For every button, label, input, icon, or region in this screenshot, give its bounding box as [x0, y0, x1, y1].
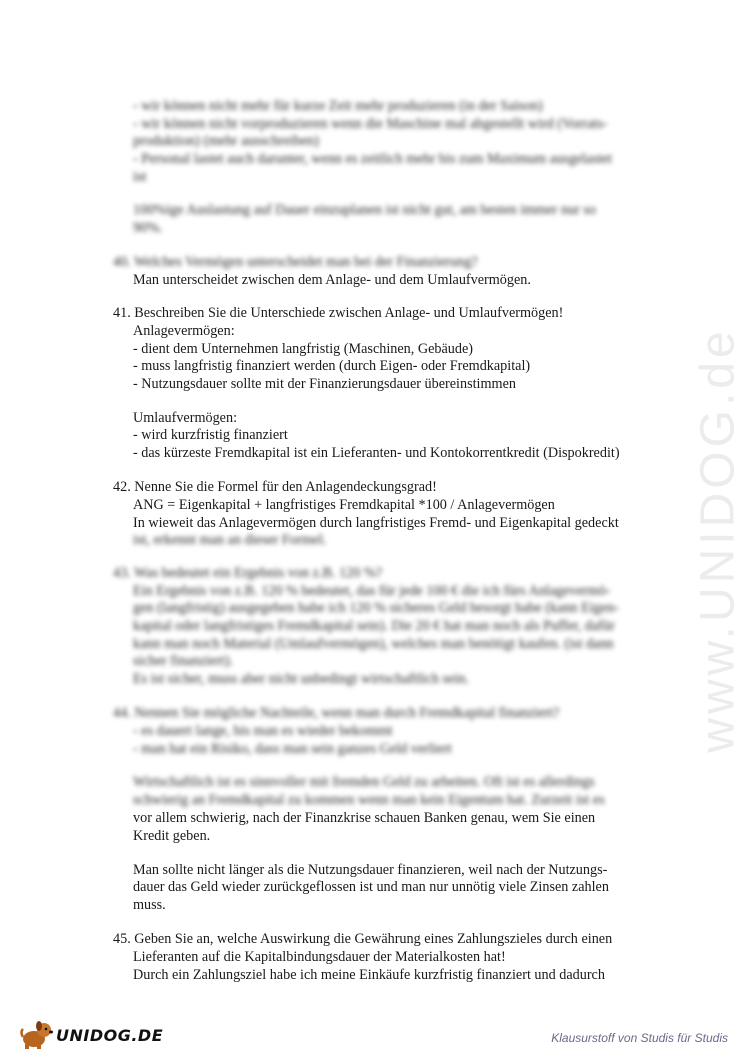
text-line: sicher finanziert). — [133, 653, 234, 669]
text-line: vor allem schwierig, nach der Finanzkrise schauen Banken genau, wem Sie einen — [133, 810, 596, 826]
text-line: - Personal lastet auch darunter, wenn es zeitlich mehr bis zum Maximum ausgelastet — [133, 151, 612, 167]
text-line: Es ist sicher, muss aber nicht unbedingt wirtschaftlich sein. — [133, 671, 469, 687]
text-line: ist, erkennt man an dieser Formel. — [133, 532, 327, 548]
text-line: - Nutzungsdauer sollte mit der Finanzierungsdauer übereinstimmen — [133, 376, 516, 392]
text-line: - wir können nicht mehr für kurze Zeit mehr produzieren (in der Saison) — [133, 98, 543, 114]
logo-text: UNIDOG.DE — [56, 1025, 164, 1045]
text-line: produktion) (mehr ausschreiben) — [133, 133, 319, 149]
text-line: kapital oder langfristiges Fremdkapital sein). Die 20 € hat man noch als Puffer, dafür — [133, 618, 615, 634]
watermark: www.UNIDOG.de — [691, 327, 745, 753]
text-line: - das kürzeste Fremdkapital ist ein Lieferanten- und Kontokorrentkredit (Dispokredit) — [133, 445, 620, 461]
text-line: muss. — [133, 897, 166, 913]
text-line: Durch ein Zahlungsziel habe ich meine Einkäufe kurzfristig finanziert und dadurch — [133, 967, 605, 983]
text-line: - muss langfristig finanziert werden (durch Eigen- oder Fremdkapital) — [133, 358, 531, 374]
text-line: - es dauert lange, bis man es wieder bekommt — [133, 723, 393, 739]
text-line: 45. Geben Sie an, welche Auswirkung die Gewährung eines Zahlungszieles durch einen — [113, 931, 613, 947]
text-line: 90%. — [133, 220, 163, 236]
text-line: - dient dem Unternehmen langfristig (Maschinen, Gebäude) — [133, 341, 473, 357]
text-line: gen (langfristig) ausgegeben habe ich 120 % sicheres Geld besorgt habe (kann Eigen- — [133, 600, 619, 616]
unidog-logo — [20, 1020, 163, 1050]
text-line: 44. Nennen Sie mögliche Nachteile, wenn man durch Fremdkapital finanziert? — [113, 705, 560, 721]
text-line: Ein Ergebnis von z.B. 120 % bedeutet, das für jede 100 € die ich fürs Anlagevermö- — [133, 583, 611, 599]
text-line: schwierig an Fremdkapital zu kommen wenn man kein Eigentum hat. Zurzeit ist es — [133, 792, 605, 808]
text-line: - wird kurzfristig finanziert — [133, 427, 288, 443]
text-line: In wieweit das Anlagevermögen durch langfristiges Fremd- und Eigenkapital gedeckt — [133, 515, 619, 531]
text-line: Umlaufvermögen: — [133, 410, 238, 426]
text-line: Wirtschaftlich ist es sinnvoller mit fremden Geld zu arbeiten. Oft ist es allerdings — [133, 774, 595, 790]
text-line: ist — [133, 169, 147, 185]
text-line: kann man noch Material (Umlaufvermögen), welches man benötigt kaufen. (ist dann — [133, 636, 614, 652]
text-line: 43. Was bedeutet ein Ergebnis von z.B. 120 %? — [113, 565, 383, 581]
text-line: 40. Welches Vermögen unterscheidet man bei der Finanzierung? — [113, 254, 478, 270]
text-line: 100%ige Auslastung auf Dauer einzuplanen ist nicht gut, am besten immer nur so — [133, 202, 596, 218]
text-line: Man unterscheidet zwischen dem Anlage- und dem Umlaufvermögen. — [133, 272, 531, 288]
text-line: - wir können nicht vorproduzieren wenn die Maschine mal abgestellt wird (Vorrats- — [133, 116, 608, 132]
text-line: Lieferanten auf die Kapitalbindungsdauer der Materialkosten hat! — [133, 949, 506, 965]
text-line: ANG = Eigenkapital + langfristiges Fremdkapital *100 / Anlagevermögen — [133, 497, 555, 513]
text-line: Anlagevermögen: — [133, 323, 235, 339]
text-line: dauer das Geld wieder zurückgeflossen ist und man nur unnötig viele Zinsen zahlen — [133, 879, 609, 895]
footer-tagline: Klausurstoff von Studis für Studis — [551, 1031, 728, 1045]
dog-icon — [20, 1020, 54, 1050]
text-line: 41. Beschreiben Sie die Unterschiede zwischen Anlage- und Umlaufvermögen! — [113, 305, 564, 321]
text-line: Man sollte nicht länger als die Nutzungsdauer finanzieren, weil nach der Nutzungs- — [133, 862, 608, 878]
text-line: - man hat ein Risiko, dass man sein ganzes Geld verliert — [133, 741, 452, 757]
text-line: Kredit geben. — [133, 828, 211, 844]
text-line: 42. Nenne Sie die Formel für den Anlagendeckungsgrad! — [113, 479, 437, 495]
